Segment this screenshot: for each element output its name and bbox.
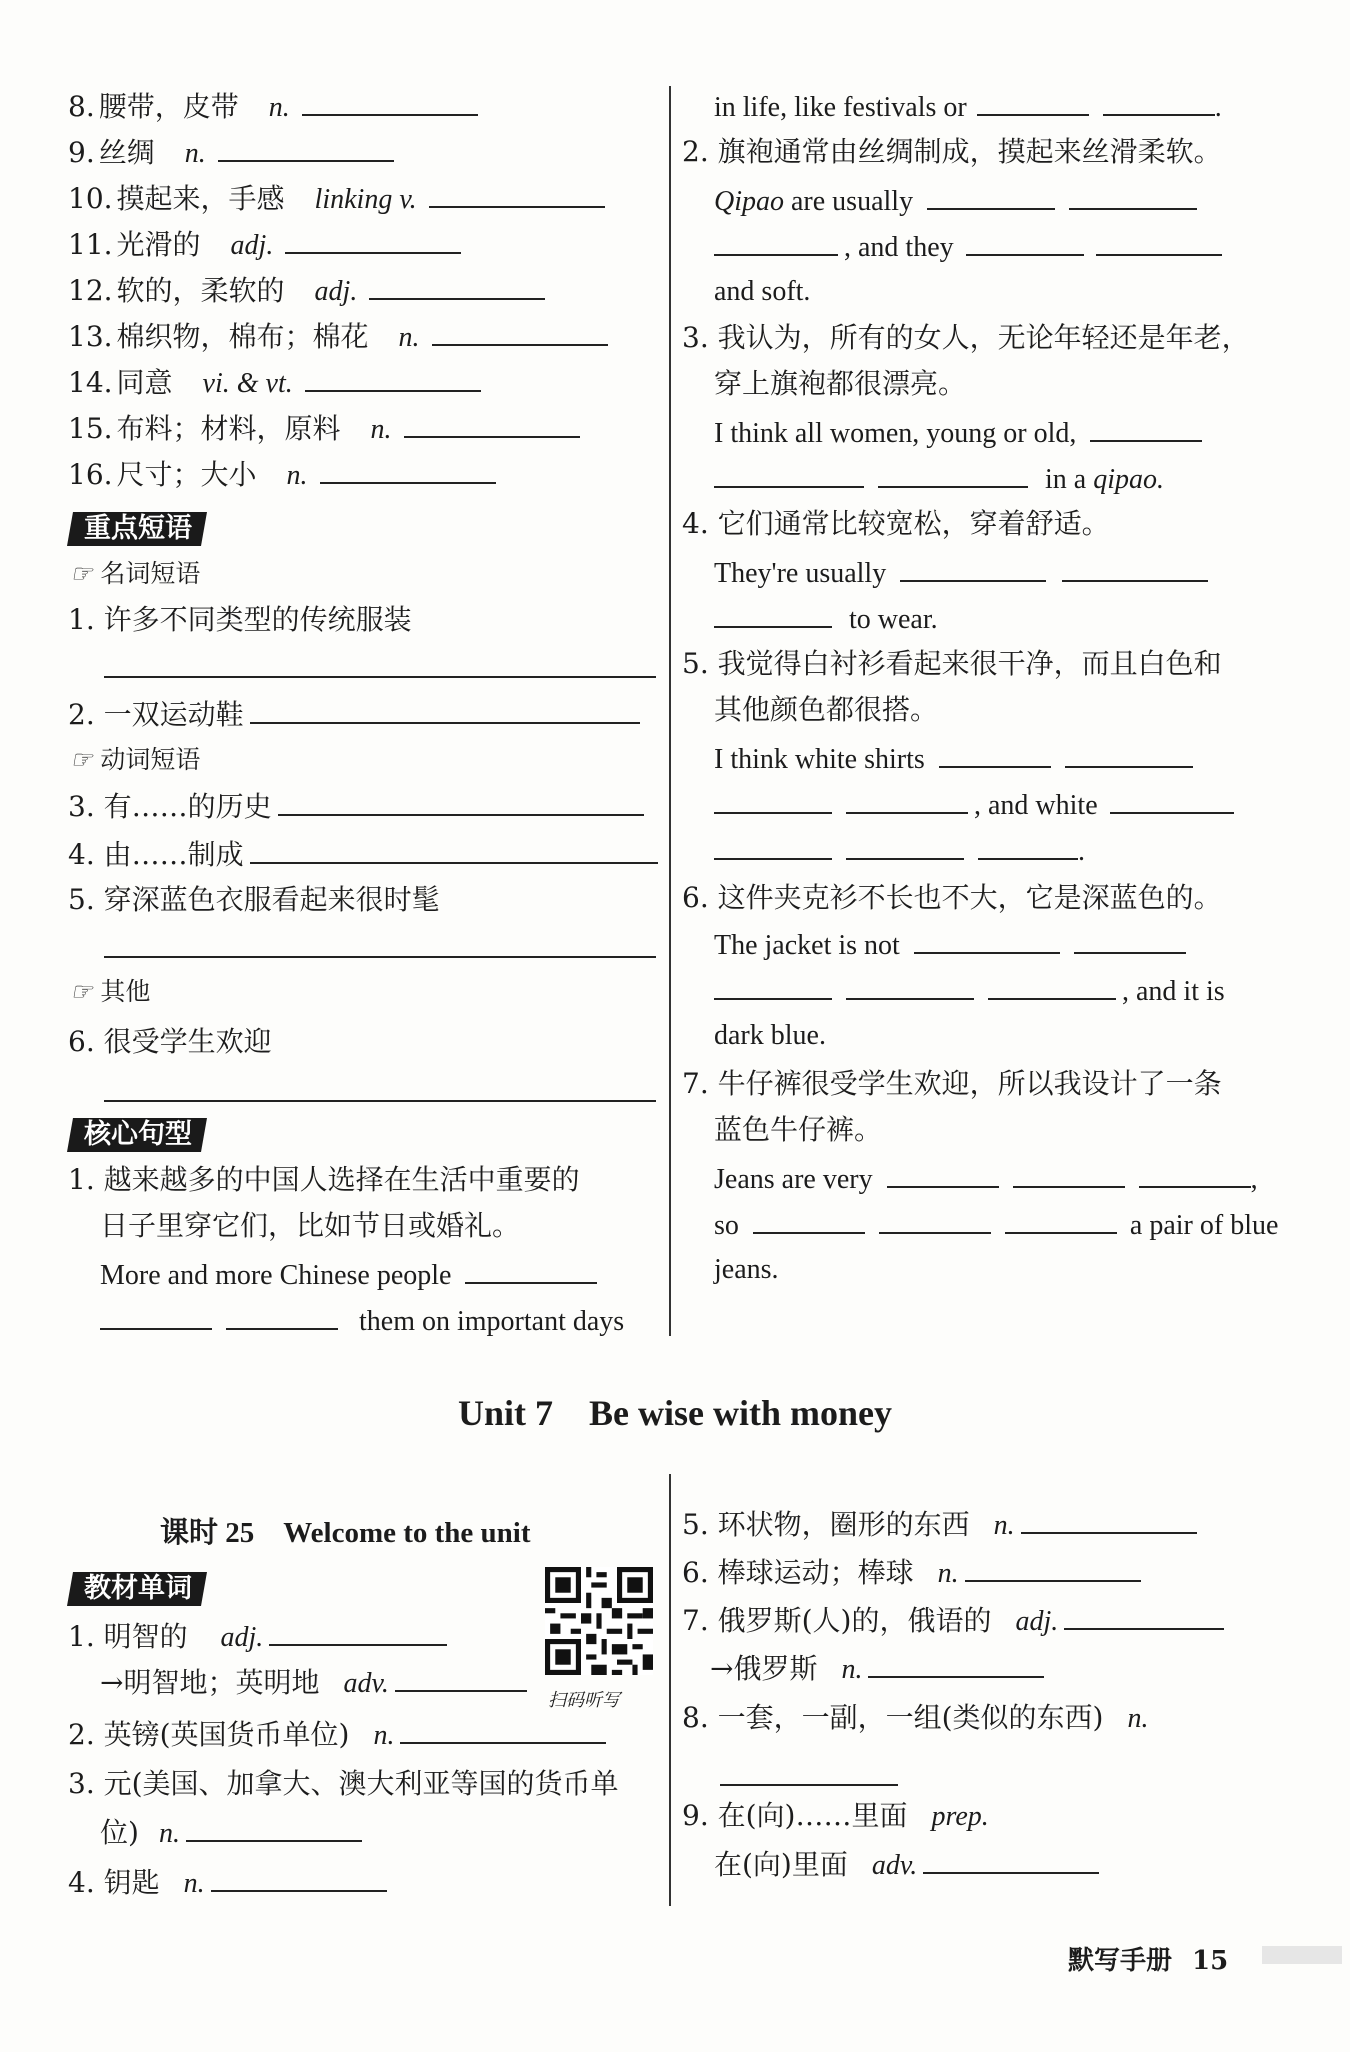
vocab-number: 12. xyxy=(68,274,113,307)
phrase-4-blank[interactable] xyxy=(250,836,658,864)
vocab-pos: vi. & vt. xyxy=(202,368,293,399)
vocab-item xyxy=(68,272,545,310)
vocab-number: 15. xyxy=(68,412,113,445)
phrase-5: 5. 穿深蓝色衣服看起来很时髦 xyxy=(68,883,440,916)
vocab-chinese: 软的，柔软的 xyxy=(116,274,285,307)
s2-blank-5[interactable] xyxy=(1096,228,1222,256)
s7-blank-5[interactable] xyxy=(879,1206,991,1234)
vocab-pos: n. xyxy=(286,460,308,491)
sentence-7-cn-a: 7. 牛仔裤很受学生欢迎，所以我设计了一条 xyxy=(682,1067,1222,1100)
vocab-blank[interactable] xyxy=(404,410,580,438)
sentence-6-en-c: dark blue. xyxy=(714,1020,826,1051)
s5-blank-5[interactable] xyxy=(1110,786,1234,814)
word-8-blank[interactable] xyxy=(720,1758,898,1786)
s3-blank-2[interactable] xyxy=(714,460,864,488)
verb-phrases-heading: ☞ 动词短语 xyxy=(70,745,201,774)
vocab-blank[interactable] xyxy=(218,134,394,162)
vocab-chinese: 尺寸；大小 xyxy=(116,458,257,491)
vocab-chinese: 摸起来，手感 xyxy=(116,182,285,215)
sentence-2-en-b: , and they xyxy=(714,228,1222,266)
s2-blank-2[interactable] xyxy=(1069,182,1197,210)
word-1-blank[interactable] xyxy=(269,1618,447,1646)
s4-blank-1[interactable] xyxy=(900,554,1046,582)
s5-blank-8[interactable] xyxy=(978,832,1078,860)
phrase-6-blank[interactable] xyxy=(104,1074,656,1102)
vocab-item xyxy=(68,456,496,494)
vocab-blank[interactable] xyxy=(429,180,605,208)
footer-decoration xyxy=(1262,1946,1342,1964)
phrase-2-blank[interactable] xyxy=(250,696,640,724)
sentence-4-en-a: They're usually xyxy=(714,554,1208,592)
sentence-3-cn-b: 穿上旗袍都很漂亮。 xyxy=(714,367,967,400)
s7-blank-2[interactable] xyxy=(1013,1160,1125,1188)
sentence-7-en-a: Jeans are very , xyxy=(714,1160,1258,1198)
book-name: 默写手册 xyxy=(1068,1946,1173,1976)
vocab-blank[interactable] xyxy=(369,272,545,300)
section-tag-words: 教材单词 xyxy=(67,1572,207,1606)
vocab-blank[interactable] xyxy=(285,226,461,254)
vocab-item xyxy=(68,364,481,402)
phrase-4: 4. 由……制成 xyxy=(68,836,658,873)
word-7-blank[interactable] xyxy=(1064,1602,1224,1630)
sentence-5-en-a: I think white shirts xyxy=(714,740,1193,778)
vocab-number: 10. xyxy=(68,182,113,215)
sentence-3-cn-a: 3. 我认为，所有的女人，无论年轻还是年老， xyxy=(682,321,1250,354)
s1-blank-5[interactable] xyxy=(1103,88,1215,116)
s7-blank-3[interactable] xyxy=(1139,1160,1251,1188)
s7-blank-6[interactable] xyxy=(1005,1206,1117,1234)
phrase-2: 2. 一双运动鞋 xyxy=(68,696,640,733)
phrase-3: 3. 有……的历史 xyxy=(68,788,644,825)
word-5-blank[interactable] xyxy=(1021,1506,1197,1534)
word-4: 4. 钥匙 n. xyxy=(68,1864,387,1902)
vocab-pos: linking v. xyxy=(314,184,417,215)
word-6-blank[interactable] xyxy=(965,1554,1141,1582)
footer xyxy=(1068,1940,1228,1977)
vocab-number: 11. xyxy=(68,228,113,261)
word-1: 1. 明智的 adj. xyxy=(68,1618,447,1656)
word-9b: 在(向)里面 adv. xyxy=(714,1846,1099,1884)
vocab-pos: adj. xyxy=(230,230,274,261)
phrase-1-blank[interactable] xyxy=(104,650,656,678)
s4-blank-3[interactable] xyxy=(714,600,832,628)
vocab-chinese: 棉织物，棉布；棉花 xyxy=(116,320,369,353)
s7-blank-4[interactable] xyxy=(753,1206,865,1234)
vocab-number: 16. xyxy=(68,458,113,491)
s3-blank-1[interactable] xyxy=(1090,414,1202,442)
word-9b-blank[interactable] xyxy=(923,1846,1099,1874)
vocab-pos: n. xyxy=(268,92,290,123)
word-3-blank[interactable] xyxy=(186,1814,362,1842)
sentence-6-en-a: The jacket is not xyxy=(714,926,1186,964)
vocab-item xyxy=(68,134,394,172)
s6-blank-4[interactable] xyxy=(846,972,974,1000)
s1-blank-1[interactable] xyxy=(465,1256,597,1284)
sentence-1-cn-b: 日子里穿它们，比如节日或婚礼。 xyxy=(100,1209,521,1242)
vocab-blank[interactable] xyxy=(432,318,608,346)
vocab-item xyxy=(68,410,580,448)
vocab-number: 9. xyxy=(68,136,95,169)
sentence-5-cn-a: 5. 我觉得白衬衫看起来很干净，而且白色和 xyxy=(682,647,1222,680)
phrase-6: 6. 很受学生欢迎 xyxy=(68,1025,272,1058)
vocab-blank[interactable] xyxy=(305,364,481,392)
vocab-pos: n. xyxy=(370,414,392,445)
vocab-number: 8. xyxy=(68,90,95,123)
sentence-5-en-c: . xyxy=(714,832,1085,870)
word-7b-blank[interactable] xyxy=(868,1650,1044,1678)
sentence-3-en-a: I think all women, young or old, xyxy=(714,414,1202,452)
noun-phrases-heading: ☞ 名词短语 xyxy=(70,559,201,588)
vocab-chinese: 腰带，皮带 xyxy=(98,90,239,123)
sentence-4-cn: 4. 它们通常比较宽松，穿着舒适。 xyxy=(682,507,1110,540)
s6-blank-1[interactable] xyxy=(914,926,1060,954)
phrase-5-blank[interactable] xyxy=(104,930,656,958)
sentence-7-en-b: so a pair of blue xyxy=(714,1206,1278,1244)
sentence-2-en-c: and soft. xyxy=(714,276,811,307)
sentence-6-cn: 6. 这件夹克衫不长也不大，它是深蓝色的。 xyxy=(682,881,1222,914)
word-4-blank[interactable] xyxy=(211,1864,387,1892)
s7-blank-1[interactable] xyxy=(887,1160,999,1188)
vocab-blank[interactable] xyxy=(320,456,496,484)
word-1b-blank[interactable] xyxy=(395,1664,527,1692)
vocab-chinese: 布料；材料，原料 xyxy=(116,412,341,445)
s6-blank-5[interactable] xyxy=(988,972,1116,1000)
vocab-item xyxy=(68,88,478,126)
s5-blank-2[interactable] xyxy=(1065,740,1193,768)
phrase-3-blank[interactable] xyxy=(278,788,644,816)
vocab-pos: n. xyxy=(184,138,206,169)
s1-blank-3[interactable] xyxy=(226,1302,338,1330)
s6-blank-2[interactable] xyxy=(1074,926,1186,954)
sentence-1-en-a: More and more Chinese people xyxy=(100,1256,597,1294)
qr-code-icon[interactable] xyxy=(545,1567,653,1675)
s3-blank-3[interactable] xyxy=(878,460,1028,488)
sentence-5-en-b: , and white xyxy=(714,786,1234,824)
sentence-7-cn-b: 蓝色牛仔裤。 xyxy=(714,1113,883,1146)
sentence-7-en-c: jeans. xyxy=(714,1254,779,1285)
vocab-chinese: 同意 xyxy=(116,366,173,399)
vocab-item xyxy=(68,180,605,218)
s5-blank-3[interactable] xyxy=(714,786,832,814)
word-3b: 位) n. xyxy=(100,1814,362,1852)
word-3a: 3. 元(美国、加拿大、澳大利亚等国的货币单 xyxy=(68,1767,619,1800)
column-divider-bottom xyxy=(669,1474,671,1906)
word-2: 2. 英镑(英国货币单位) n. xyxy=(68,1716,606,1754)
s1-blank-2[interactable] xyxy=(100,1302,212,1330)
vocab-pos: n. xyxy=(398,322,420,353)
s6-blank-3[interactable] xyxy=(714,972,832,1000)
s2-blank-3[interactable] xyxy=(714,228,838,256)
sentence-6-en-b: , and it is xyxy=(714,972,1225,1010)
word-9: 9. 在(向)……里面 prep. xyxy=(682,1799,989,1832)
sentence-3-en-b: in a qipao. xyxy=(714,460,1164,498)
word-6: 6. 棒球运动；棒球 n. xyxy=(682,1554,1141,1592)
word-8: 8. 一套，一副，一组(类似的东西) n. xyxy=(682,1701,1149,1734)
sentence-4-en-b: to wear. xyxy=(714,600,938,638)
s2-blank-1[interactable] xyxy=(927,182,1055,210)
vocab-item xyxy=(68,318,608,356)
word-7b: →俄罗斯 n. xyxy=(710,1650,1044,1688)
sentence-2-cn: 2. 旗袍通常由丝绸制成，摸起来丝滑柔软。 xyxy=(682,135,1222,168)
qr-label: 扫码听写 xyxy=(548,1690,620,1711)
word-1b: →明智地；英明地 adv. xyxy=(100,1664,527,1702)
s5-blank-6[interactable] xyxy=(714,832,832,860)
column-divider-top xyxy=(669,86,671,1336)
word-5: 5. 环状物，圈形的东西 n. xyxy=(682,1506,1197,1544)
vocab-number: 13. xyxy=(68,320,113,353)
page-number: 15 xyxy=(1192,1946,1229,1976)
s5-blank-7[interactable] xyxy=(846,832,964,860)
vocab-blank[interactable] xyxy=(302,88,478,116)
sentence-1-cn-a: 1. 越来越多的中国人选择在生活中重要的 xyxy=(68,1163,580,1196)
vocab-item xyxy=(68,226,461,264)
phrase-1: 1. 许多不同类型的传统服装 xyxy=(68,603,412,636)
s2-blank-4[interactable] xyxy=(966,228,1084,256)
s5-blank-1[interactable] xyxy=(939,740,1051,768)
vocab-pos: adj. xyxy=(314,276,358,307)
section-tag-phrases: 重点短语 xyxy=(67,512,207,546)
lesson-title: 课时 25 Welcome to the unit xyxy=(160,1517,531,1549)
sentence-5-cn-b: 其他颜色都很搭。 xyxy=(714,693,939,726)
sentence-1-en-c: in life, like festivals or . xyxy=(714,88,1222,126)
unit-title: Unit 7 Be wise with money xyxy=(458,1393,892,1433)
s1-blank-4[interactable] xyxy=(977,88,1089,116)
vocab-chinese: 光滑的 xyxy=(116,228,201,261)
s5-blank-4[interactable] xyxy=(846,786,968,814)
word-7: 7. 俄罗斯(人)的，俄语的 adj. xyxy=(682,1602,1224,1640)
s4-blank-2[interactable] xyxy=(1062,554,1208,582)
sentence-2-en-a: Qipao are usually xyxy=(714,182,1197,220)
vocab-chinese: 丝绸 xyxy=(98,136,155,169)
sentence-1-en-b: them on important days xyxy=(100,1302,624,1340)
vocab-number: 14. xyxy=(68,366,113,399)
section-tag-sentences: 核心句型 xyxy=(67,1118,207,1152)
others-heading: ☞ 其他 xyxy=(70,977,151,1006)
word-2-blank[interactable] xyxy=(400,1716,606,1744)
